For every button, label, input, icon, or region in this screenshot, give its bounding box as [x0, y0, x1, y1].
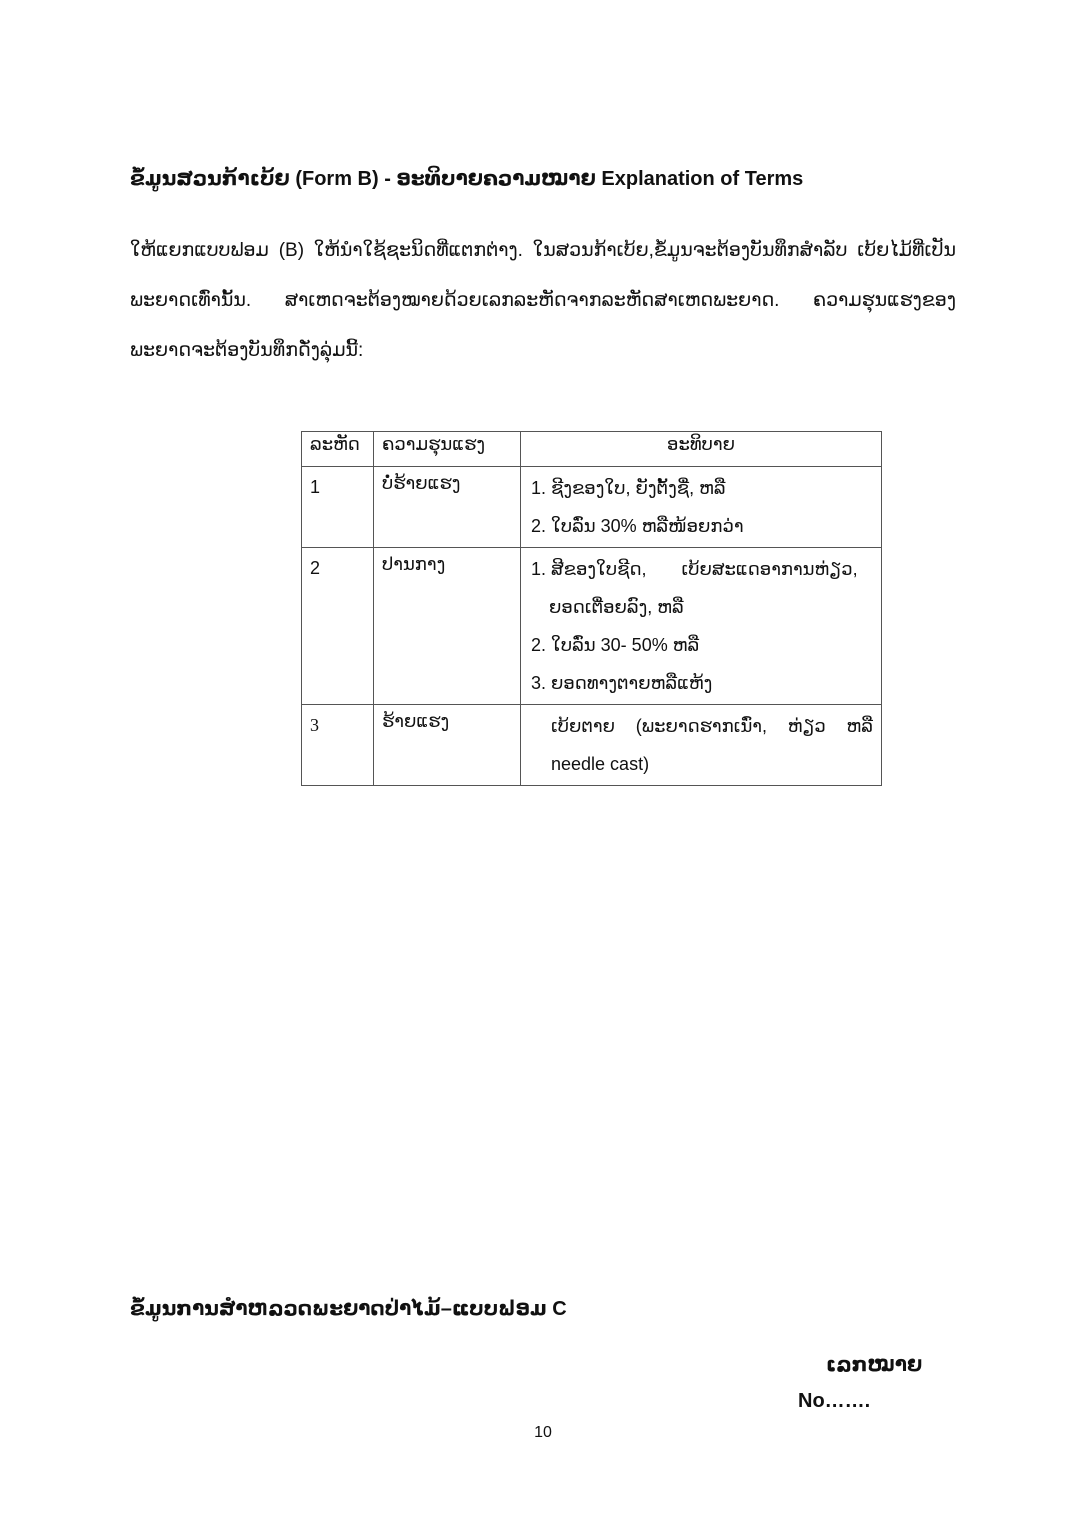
form-b-heading: ຂໍ້ມູນສວນກ້າເບ້ຍ (Form B) - ອະທິບາຍຄວາມໝາຍ Explanation of Terms	[130, 168, 804, 190]
row-description	[521, 467, 882, 548]
description-line: 1. ຊີງຂອງໃບ, ຍັງຕັ້ງຊື່, ຫລື	[531, 478, 726, 498]
header-description: ອະທິບາຍ	[521, 432, 882, 467]
page-number: 10	[534, 1424, 552, 1441]
explanation-table	[301, 431, 882, 786]
table-row	[302, 467, 882, 548]
row-code: 2	[302, 548, 374, 705]
reference-label: ເລກໝາຍ	[826, 1354, 923, 1376]
header-code: ລະຫັດ	[302, 432, 374, 467]
row-description	[521, 548, 882, 705]
form-c-heading: ຂໍ້ມູນການສຳຫລວດພະຍາດປ່າໄມ້–ແບບຟອມ C	[130, 1298, 567, 1320]
description-line: 3. ຍອດທາງຕາຍຫລືແຫ້ງ	[531, 673, 713, 693]
row-severity: ຮ້າຍແຮງ	[374, 705, 521, 786]
row-code: 3	[302, 705, 374, 786]
table-header-row	[302, 432, 882, 467]
row-severity: ບໍ່ຮ້າຍແຮງ	[374, 467, 521, 548]
description-line: ຍອດເຕື່ອຍລົງ, ຫລື	[549, 597, 684, 617]
description-line: ເບ້ຍຕາຍ (ພະຍາດຮາກເນົ່າ, ຫ່ຽວ ຫລື needle cast)	[551, 716, 873, 774]
description-line: 2. ໃບລົ່ນ 30- 50% ຫລື	[531, 635, 700, 655]
description-line: 2. ໃບລົ່ນ 30% ຫລືໜ້ອຍກວ່າ	[531, 516, 744, 536]
header-severity: ຄວາມຮຸນແຮງ	[374, 432, 521, 467]
table-row	[302, 548, 882, 705]
table-row	[302, 705, 882, 786]
reference-number: No…….	[798, 1390, 871, 1412]
row-code: 1	[302, 467, 374, 548]
row-description	[521, 705, 882, 786]
intro-paragraph: ໃຫ້ແຍກແບບຟອມ (B) ໃຫ້ນຳໃຊ້ຊະນິດທີ່ແຕກຕ່າງ. ໃນສວນກ້າເບ້ຍ,ຂໍ້ມູນຈະຕ້ອງບັນທຶກສຳລັບ ເບ້ຍໄມ້ທີ່ເປັນພະຍາດເທົ່ານັ້ນ. ສາເຫດຈະຕ້ອງໝາຍດ້ວຍເລກລະຫັດຈາກລະຫັດສາເຫດພະຍາດ. ຄວາມຮຸນແຮງຂອງພະຍາດຈະຕ້ອງບັນທຶກດັ່ງລຸ່ມນີ້:	[130, 240, 956, 361]
description-line: 1. ສີຂອງໃບຊີດ, ເບ້ຍສະແດອາການຫ່ຽວ,	[531, 559, 858, 579]
row-severity: ປານກາງ	[374, 548, 521, 705]
